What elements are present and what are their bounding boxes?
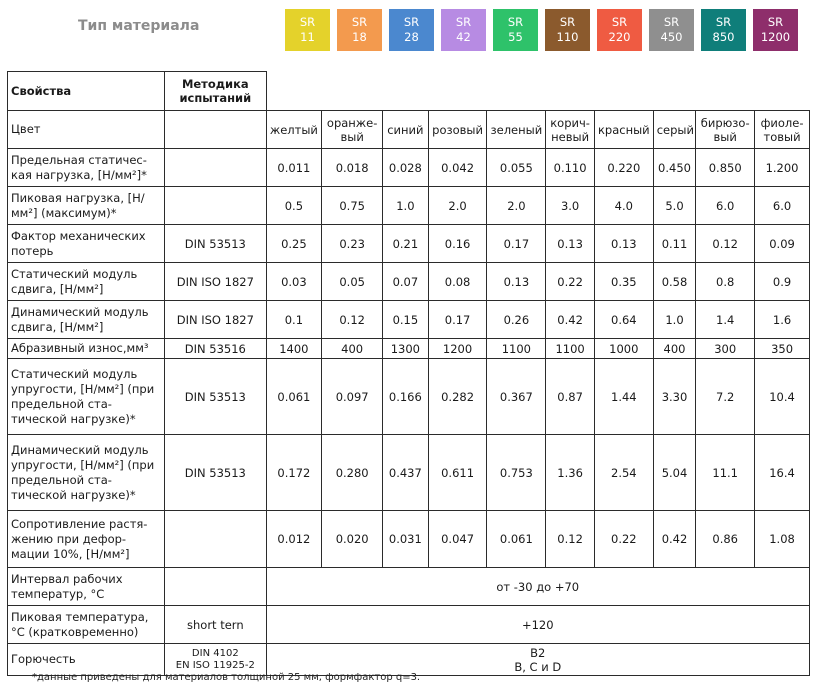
test-method: short tern	[165, 606, 266, 644]
property-label: Динамический модуль сдвига, [Н/мм²]	[8, 301, 165, 339]
table-row	[8, 435, 810, 511]
value-cell: 1.4	[696, 301, 755, 339]
material-swatches	[285, 9, 798, 51]
value-cell: 0.42	[546, 301, 595, 339]
table-row	[8, 149, 810, 187]
value-cell: 0.13	[594, 225, 653, 263]
value-cell: 0.047	[428, 511, 487, 568]
color-method	[165, 111, 266, 149]
value-cell: 11.1	[696, 435, 755, 511]
material-type-title: Тип материала	[78, 18, 200, 34]
color-cell: оранже-вый	[322, 111, 383, 149]
value-cell: 2.54	[594, 435, 653, 511]
color-cell: фиоле-товый	[755, 111, 810, 149]
value-cell: 5.04	[653, 435, 696, 511]
test-method: DIN 53516	[165, 339, 266, 359]
value-cell: 0.12	[322, 301, 383, 339]
swatch-line2: 28	[404, 30, 419, 44]
value-cell: 0.437	[383, 435, 429, 511]
property-label: Фактор механических потерь	[8, 225, 165, 263]
test-method	[165, 149, 266, 187]
swatch-line2: 450	[660, 30, 683, 44]
color-cell: желтый	[266, 111, 322, 149]
value-cell: 0.22	[546, 263, 595, 301]
color-cell: розовый	[428, 111, 487, 149]
property-label: Предельная статичес-кая нагрузка, [Н/мм²]*	[8, 149, 165, 187]
value-cell: 0.011	[266, 149, 322, 187]
swatch-sr-220	[597, 9, 642, 51]
value-cell: 0.367	[487, 359, 546, 435]
value-cell: 0.061	[487, 511, 546, 568]
value-cell: 0.11	[653, 225, 696, 263]
test-method: DIN 53513	[165, 435, 266, 511]
value-cell: 0.08	[428, 263, 487, 301]
value-cell: 1.08	[755, 511, 810, 568]
value-cell: 0.03	[266, 263, 322, 301]
table-row	[8, 339, 810, 359]
value-cell: 0.042	[428, 149, 487, 187]
cell-line: DIN 4102	[191, 647, 239, 659]
value-cell: 1300	[383, 339, 429, 359]
value-cell: 0.166	[383, 359, 429, 435]
color-cell: красный	[594, 111, 653, 149]
swatch-line1: SR	[299, 15, 316, 29]
value-cell: 6.0	[696, 187, 755, 225]
test-method: DIN ISO 1827	[165, 263, 266, 301]
header-blank	[266, 72, 810, 111]
value-cell: 350	[755, 339, 810, 359]
test-method: DIN 53513	[165, 359, 266, 435]
value-cell: 0.061	[266, 359, 322, 435]
swatch-line2: 42	[456, 30, 471, 44]
value-cell: 3.30	[653, 359, 696, 435]
property-label: Статический модуль сдвига, [Н/мм²]	[8, 263, 165, 301]
value-cell: 0.280	[322, 435, 383, 511]
color-row	[8, 111, 810, 149]
swatch-line1: SR	[351, 15, 368, 29]
color-cell: зеленый	[487, 111, 546, 149]
header-property: Свойства	[8, 72, 165, 111]
value-cell: 0.26	[487, 301, 546, 339]
swatch-sr-11	[285, 9, 330, 51]
value-cell: 0.020	[322, 511, 383, 568]
test-method	[165, 568, 266, 606]
value-cell: 0.220	[594, 149, 653, 187]
swatch-line2: 220	[608, 30, 631, 44]
cell-line: EN ISO 11925-2	[175, 659, 255, 671]
value-cell: 0.42	[653, 511, 696, 568]
value-cell: 1200	[428, 339, 487, 359]
cell-line: B2	[530, 645, 546, 660]
value-cell: 2.0	[428, 187, 487, 225]
color-cell: серый	[653, 111, 696, 149]
swatch-line1: SR	[611, 15, 628, 29]
test-method: DIN 53513	[165, 225, 266, 263]
value-cell: 0.75	[322, 187, 383, 225]
value-cell: 0.5	[266, 187, 322, 225]
value-cell: 0.9	[755, 263, 810, 301]
property-label: Абразивный износ,мм³	[8, 339, 165, 359]
value-cell: 300	[696, 339, 755, 359]
swatch-line1: SR	[559, 15, 576, 29]
table-row	[8, 301, 810, 339]
value-cell: 10.4	[755, 359, 810, 435]
value-cell: 1000	[594, 339, 653, 359]
value-cell: 0.110	[546, 149, 595, 187]
value-cell: 0.172	[266, 435, 322, 511]
value-cell: 0.097	[322, 359, 383, 435]
value-cell: 0.12	[696, 225, 755, 263]
value-cell: 1.36	[546, 435, 595, 511]
value-cell: 0.12	[546, 511, 595, 568]
table-row	[8, 263, 810, 301]
color-label: Цвет	[8, 111, 165, 149]
peak-temp-value: +120	[266, 606, 810, 644]
value-cell: 0.15	[383, 301, 429, 339]
table-row	[8, 359, 810, 435]
value-cell: 0.05	[322, 263, 383, 301]
value-cell: 1100	[546, 339, 595, 359]
value-cell: 0.09	[755, 225, 810, 263]
value-cell: 4.0	[594, 187, 653, 225]
property-label: Сопротивление растя-жению при дефор-мации 10%, [Н/мм²]	[8, 511, 165, 568]
test-method	[165, 644, 266, 676]
value-cell: 1.6	[755, 301, 810, 339]
temp-range-row	[8, 568, 810, 606]
swatch-line2: 850	[712, 30, 735, 44]
value-cell: 0.21	[383, 225, 429, 263]
header-row	[8, 72, 810, 111]
peak-temp-row	[8, 606, 810, 644]
swatch-line2: 110	[556, 30, 579, 44]
value-cell: 5.0	[653, 187, 696, 225]
value-cell: 0.25	[266, 225, 322, 263]
value-cell: 1.200	[755, 149, 810, 187]
range-value: от -30 до +70	[266, 568, 810, 606]
test-method: DIN ISO 1827	[165, 301, 266, 339]
value-cell: 1400	[266, 339, 322, 359]
swatch-line1: SR	[455, 15, 472, 29]
value-cell: 0.87	[546, 359, 595, 435]
property-label: Пиковая нагрузка, [Н/мм²] (максимум)*	[8, 187, 165, 225]
swatch-line1: SR	[767, 15, 784, 29]
value-cell: 0.86	[696, 511, 755, 568]
swatch-sr-55	[493, 9, 538, 51]
swatch-line2: 11	[300, 30, 315, 44]
value-cell: 0.23	[322, 225, 383, 263]
swatch-line2: 55	[508, 30, 523, 44]
swatch-line1: SR	[403, 15, 420, 29]
swatch-line1: SR	[507, 15, 524, 29]
value-cell: 6.0	[755, 187, 810, 225]
swatch-sr-850	[701, 9, 746, 51]
value-cell: 0.17	[428, 301, 487, 339]
color-cell: корич-невый	[546, 111, 595, 149]
flammability-row	[8, 644, 810, 676]
properties-table	[7, 71, 810, 676]
value-cell: 0.1	[266, 301, 322, 339]
test-method	[165, 511, 266, 568]
swatch-line2: 1200	[760, 30, 791, 44]
value-cell: 0.031	[383, 511, 429, 568]
value-cell: 2.0	[487, 187, 546, 225]
swatch-sr-1200	[753, 9, 798, 51]
swatch-sr-42	[441, 9, 486, 51]
value-cell: 0.028	[383, 149, 429, 187]
cell-line: B, C и D	[514, 659, 562, 674]
value-cell: 0.8	[696, 263, 755, 301]
value-cell: 400	[653, 339, 696, 359]
value-cell: 1100	[487, 339, 546, 359]
value-cell: 1.0	[383, 187, 429, 225]
property-label: Статический модуль упругости, [Н/мм²] (при предельной ста-тической нагрузке)*	[8, 359, 165, 435]
value-cell: 7.2	[696, 359, 755, 435]
swatch-line1: SR	[715, 15, 732, 29]
property-label: Горючесть	[8, 644, 165, 676]
property-label: Динамический модуль упругости, [Н/мм²] (при предельной ста-тической нагрузке)*	[8, 435, 165, 511]
value-cell: 0.58	[653, 263, 696, 301]
table-row	[8, 511, 810, 568]
swatch-line2: 18	[352, 30, 367, 44]
value-cell: 400	[322, 339, 383, 359]
value-cell: 0.850	[696, 149, 755, 187]
swatch-sr-110	[545, 9, 590, 51]
value-cell: 0.64	[594, 301, 653, 339]
header-method: Методика испытаний	[165, 72, 266, 111]
color-cell: синий	[383, 111, 429, 149]
color-cell: бирюзо-вый	[696, 111, 755, 149]
property-label: Пиковая температура, °С (кратковременно)	[8, 606, 165, 644]
value-cell: 0.22	[594, 511, 653, 568]
table-row	[8, 187, 810, 225]
value-cell: 0.450	[653, 149, 696, 187]
swatch-line1: SR	[663, 15, 680, 29]
value-cell: 3.0	[546, 187, 595, 225]
value-cell: 0.018	[322, 149, 383, 187]
footnote: *данные приведены для материалов толщиной 25 мм, формфактор q=3.	[32, 672, 421, 683]
flammability-value	[266, 644, 810, 676]
value-cell: 0.16	[428, 225, 487, 263]
table-row	[8, 225, 810, 263]
swatch-sr-18	[337, 9, 382, 51]
value-cell: 0.17	[487, 225, 546, 263]
value-cell: 0.07	[383, 263, 429, 301]
test-method	[165, 187, 266, 225]
value-cell: 1.44	[594, 359, 653, 435]
swatch-sr-28	[389, 9, 434, 51]
value-cell: 0.13	[487, 263, 546, 301]
value-cell: 0.012	[266, 511, 322, 568]
value-cell: 0.055	[487, 149, 546, 187]
value-cell: 0.35	[594, 263, 653, 301]
property-label: Интервал рабочих температур, °С	[8, 568, 165, 606]
value-cell: 0.611	[428, 435, 487, 511]
value-cell: 1.0	[653, 301, 696, 339]
value-cell: 0.282	[428, 359, 487, 435]
value-cell: 16.4	[755, 435, 810, 511]
swatch-sr-450	[649, 9, 694, 51]
value-cell: 0.13	[546, 225, 595, 263]
value-cell: 0.753	[487, 435, 546, 511]
